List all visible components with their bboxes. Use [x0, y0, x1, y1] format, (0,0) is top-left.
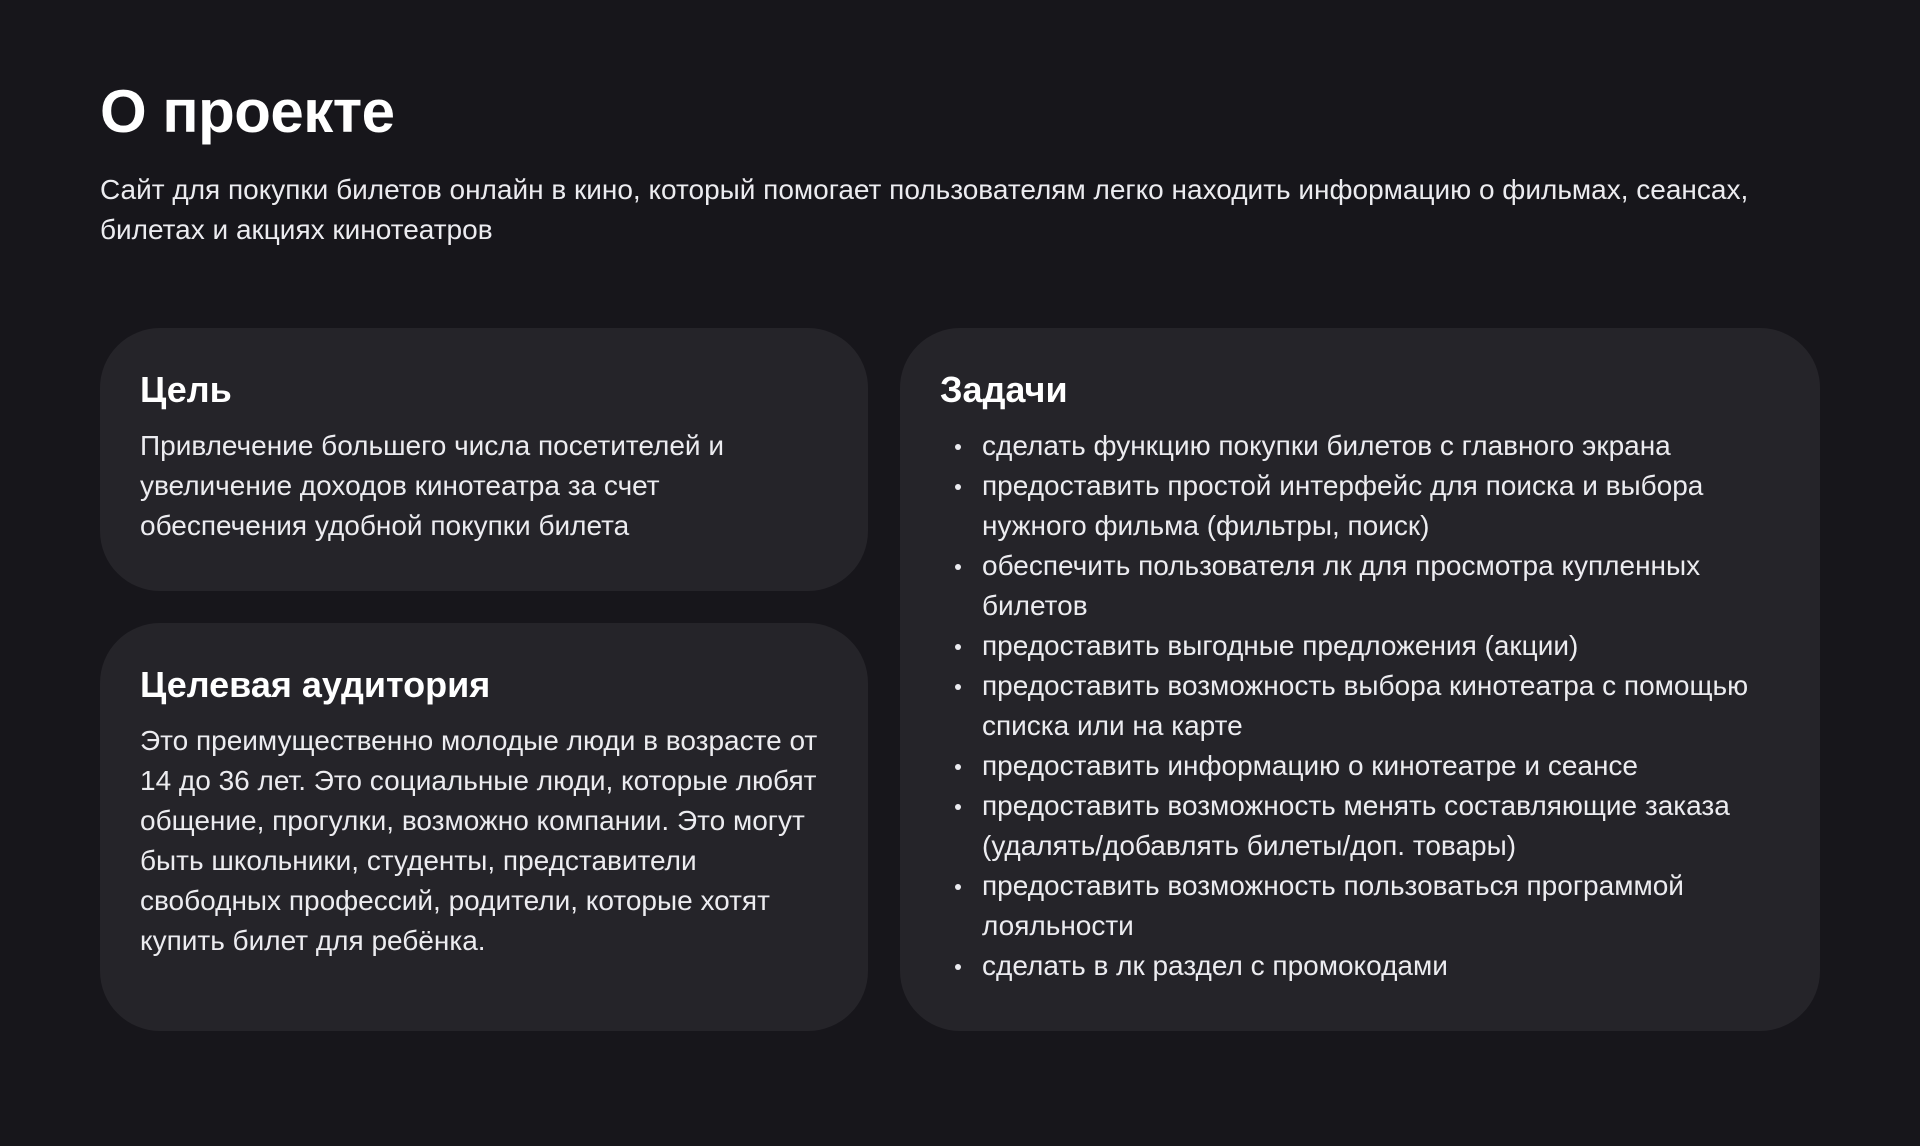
task-item [940, 786, 1780, 866]
task-item [940, 626, 1780, 666]
bullet-icon [955, 884, 961, 890]
tasks-card [900, 328, 1820, 1031]
audience-text: Это преимущественно молодые люди в возрасте от 14 до 36 лет. Это социальные люди, которые любят общение, прогулки, возможно компании. Это могут быть школьники, студенты, представители свободных профессий, родители, которые хотят купить билет для ребёнка. [140, 725, 818, 956]
about-project-section [100, 0, 1820, 1146]
task-item [940, 546, 1780, 626]
tasks-list [940, 426, 1780, 986]
task-text: предоставить возможность выбора кинотеатра с помощью списка или на карте [982, 670, 1749, 741]
goal-title: Цель [140, 369, 232, 410]
task-text: обеспечить пользователя лк для просмотра купленных билетов [982, 550, 1701, 621]
audience-card [100, 623, 868, 1031]
bullet-icon [955, 564, 961, 570]
bullet-icon [955, 484, 961, 490]
goal-text: Привлечение большего числа посетителей и увеличение доходов кинотеатра за счет обеспечения удобной покупки билета [140, 430, 724, 541]
bullet-icon [955, 644, 961, 650]
bullet-icon [955, 804, 961, 810]
task-item [940, 746, 1780, 786]
goal-card [100, 328, 868, 591]
task-item [940, 466, 1780, 546]
page-title: О проекте [100, 78, 395, 145]
task-item [940, 666, 1780, 746]
audience-title: Целевая аудитория [140, 664, 491, 705]
bullet-icon [955, 764, 961, 770]
bullet-icon [955, 444, 961, 450]
task-text: предоставить возможность менять составляющие заказа (удалять/добавлять билеты/доп. товары) [982, 790, 1730, 861]
tasks-title: Задачи [940, 369, 1068, 410]
task-item [940, 946, 1780, 986]
task-text: сделать в лк раздел с промокодами [982, 950, 1448, 981]
bullet-icon [955, 684, 961, 690]
task-item [940, 426, 1780, 466]
task-text: предоставить возможность пользоваться программой лояльности [982, 870, 1684, 941]
task-text: сделать функцию покупки билетов с главного экрана [982, 430, 1671, 461]
task-text: предоставить простой интерфейс для поиска и выбора нужного фильма (фильтры, поиск) [982, 470, 1704, 541]
project-description: Сайт для покупки билетов онлайн в кино, который помогает пользователям легко находить информацию о фильмах, сеансах, билетах и акциях кинотеатров [100, 174, 1749, 245]
task-text: предоставить выгодные предложения (акции) [982, 630, 1579, 661]
task-text: предоставить информацию о кинотеатре и сеансе [982, 750, 1639, 781]
bullet-icon [955, 964, 961, 970]
task-item [940, 866, 1780, 946]
